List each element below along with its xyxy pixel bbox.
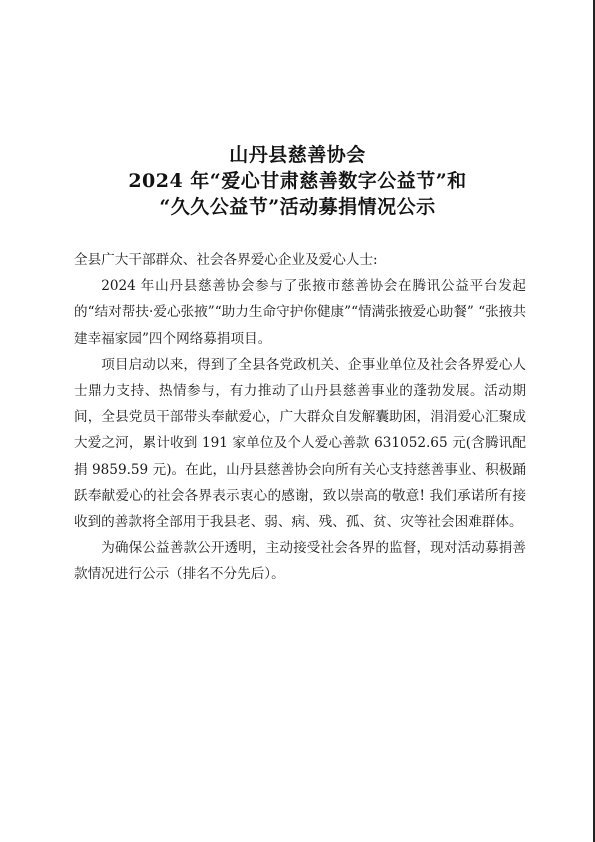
paragraph-disclosure: 为确保公益善款公开透明，主动接受社会各界的监督，现对活动募捐善款情况进行公示（排名不分先后）。 <box>74 540 526 583</box>
paragraph-projects: 2024 年山丹县慈善协会参与了张掖市慈善协会在腾讯公益平台发起的“结对帮扶·爱心张掖”“助力生命守护你健康”“情满张掖爱心助餐” “张掖共建幸福家园”四个网络募捐项目。 <box>74 278 526 347</box>
paragraph-results: 项目启动以来，得到了全县各党政机关、企事业单位及社会各界爱心人士鼎力支持、热情参与，有力推动了山丹县慈善事业的蓬勃发展。活动期间，全县党员干部带头奉献爱心，广大群众自发解囊助困，涓涓爱心汇聚成大爱之河，累计收到 191 家单位及个人爱心善款 631052.65 元(含腾讯配捐 9859.59 元)。在此，山丹县慈善协会向所有关心支持慈善事业、积极踊跃奉献爱心的社会各界表示衷心的感谢，致以崇高的敬意! 我们承诺所有接收到的善款将全部用于我县老、弱、病、残、孤、贫、灾等社会困难群体。 <box>74 356 526 531</box>
document-body <box>74 247 526 588</box>
salutation: 全县广大干部群众、社会各界爱心企业及爱心人士: <box>74 252 378 268</box>
title-line-3: “久久公益节”活动募捐情况公示 <box>159 196 436 218</box>
title-line-2: 2024 年“爱心甘肃慈善数字公益节”和 <box>128 170 467 192</box>
title-line-1: 山丹县慈善协会 <box>229 144 366 166</box>
document-title <box>0 142 595 220</box>
